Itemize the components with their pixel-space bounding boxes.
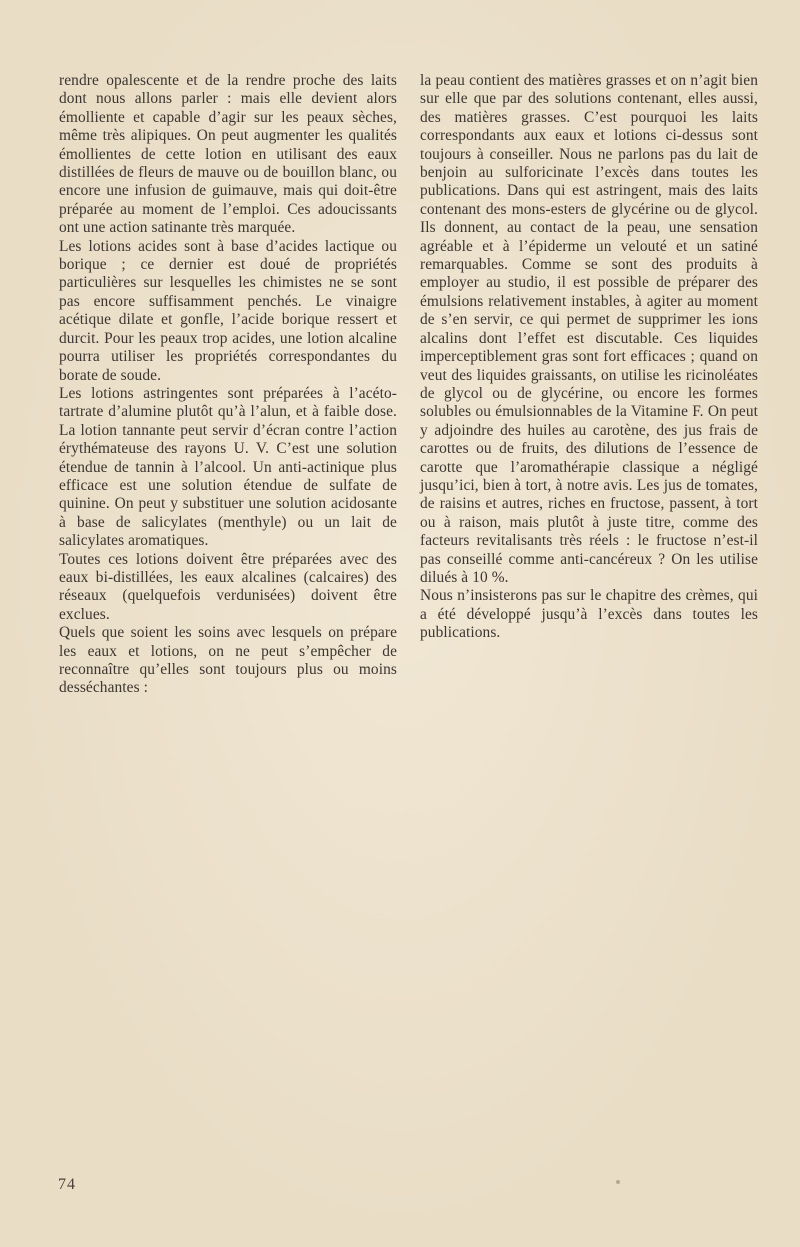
- page-number: 74: [58, 1176, 76, 1193]
- left-column: [59, 72, 397, 698]
- paragraph-eaux-bi-distillees: Toutes ces lotions doivent être préparées avec des eaux bi-distillées, les eaux alcalines (calcaires) des réseaux (quelquefois verdunisées) doivent être exclues.: [59, 550, 397, 623]
- paragraph-soins-desséchantes: Quels que soient les soins avec lesquels on prépare les eaux et lotions, on ne peut s’empêcher de reconnaître qu’elles sont toujours plus ou moins desséchantes :: [59, 624, 397, 697]
- paper-speck: [616, 1180, 620, 1184]
- paragraph-matieres-grasses: la peau contient des matières grasses et on n’agit bien sur elle que par des solutions contenant, elles aussi, des matières grasses. C’est pourquoi les laits correspondants aux eaux et lotions ci-dessus sont toujours à conseiller. Nous ne parlons pas du lait de benjoin au sulforicinate l’excès dans toutes les publications. Dans qui est astringent, mais des laits contenant des mons-esters de glycérine ou de glycol. Ils donnent, au contact de la peau, une sensation agréable et à l’épiderme un velouté et un satiné remarquables. Comme se sont des produits à employer au studio, il est possible de préparer des émulsions relativement instables, à agiter au moment de s’en servir, ce qui permet de supprimer les ions alcalins dont l’effet est discutable. Ces liquides imperceptiblement gras sont fort efficaces ; quand on veut des liquides graissants, on utilise les ricinoléates de glycol ou de glycérine, ou encore les formes solubles ou émulsionnables de la Vitamine F. On peut y adjoindre des huiles au carotène, des jus frais de carottes ou de fruits, des dilutions de l’essence de carotte que l’aromathérapie classique a négligé jusqu’ici, bien à tort, à notre avis. Les jus de tomates, de raisins et autres, riches en fructose, passent, à tort ou à raison, mais plutôt à juste titre, comme des facteurs revitalisants très réels : le fructose n’est-il pas conseillé comme anti-cancéreux ? On les utilise dilués à 10 %.: [420, 72, 758, 586]
- paragraph-opalescente: rendre opalescente et de la rendre proche des laits dont nous allons parler : mais elle devient alors émolliente et capable d’agir sur les peaux sèches, même très alipiques. On peut augmenter les qualités émollientes de cette lotion en utilisant des eaux distillées de fleurs de mauve ou de bouillon blanc, ou encore une infusion de guimauve, mais qui doit-être préparée au moment de l’emploi. Ces adoucissants ont une action satinante très marquée.: [59, 72, 397, 237]
- paragraph-chapitre-cremes: Nous n’insisterons pas sur le chapitre des crèmes, qui a été développé jusqu’à l’excès dans toutes les publications.: [420, 587, 758, 642]
- right-column: [420, 72, 758, 643]
- paragraph-lotions-acides: Les lotions acides sont à base d’acides lactique ou borique ; ce dernier est doué de propriétés particulières sur lesquelles les chimistes ne se sont pas encore suffisamment penchés. Le vinaigre acétique dilate et gonfle, l’acide borique ressert et durcit. Pour les peaux trop acides, une lotion alcaline pourra utiliser les propriétés correspondantes du borate de soude.: [59, 237, 397, 384]
- paragraph-lotions-astringentes: Les lotions astringentes sont préparées à l’acéto-tartrate d’alumine plutôt qu’à l’alun, et à faible dose. La lotion tannante peut servir d’écran contre l’action érythémateuse des rayons U. V. C’est une solution étendue de tannin à l’alcool. Un anti-actinique plus efficace est une solution étendue de sulfate de quinine. On peut y substituer une solution acidosante à base de salicylates (menthyle) ou un lait de salicylates aromatiques.: [59, 384, 397, 550]
